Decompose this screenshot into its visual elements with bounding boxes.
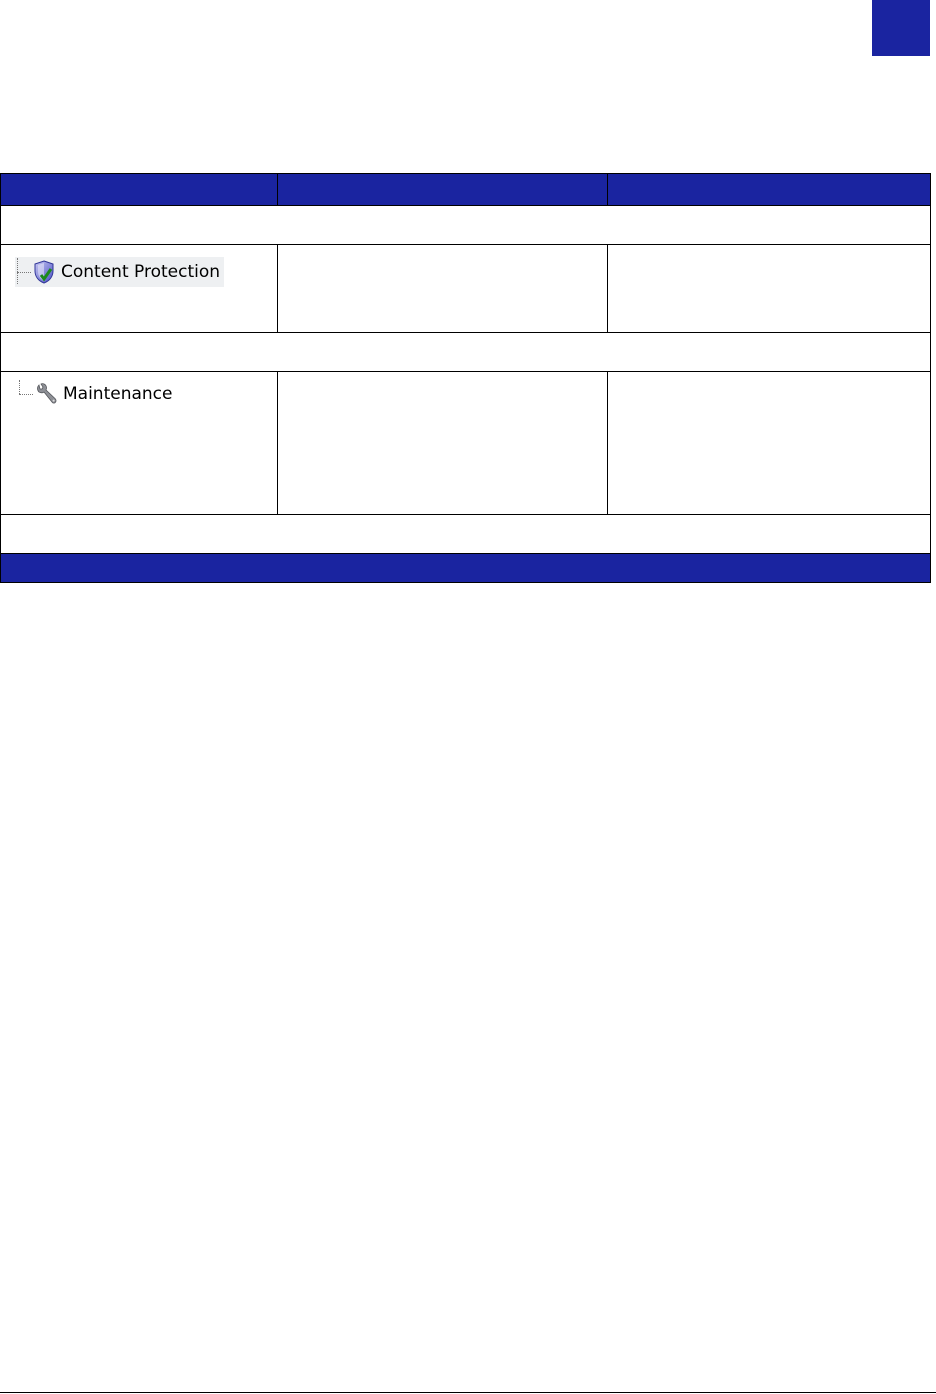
tree-node-label: Content Protection (61, 262, 221, 282)
tree-node-content-protection[interactable] (15, 257, 224, 287)
tree-connector (17, 384, 35, 404)
section-cell (1, 206, 931, 245)
page-footer-rule (0, 1392, 936, 1393)
table-footer-row (1, 554, 931, 583)
header-cell-2 (278, 174, 608, 206)
table-header-row (1, 174, 931, 206)
description-cell (278, 245, 608, 333)
tree-node-label: Maintenance (63, 384, 173, 404)
wrench-icon (35, 382, 57, 406)
notes-cell (608, 372, 931, 515)
chapter-tab (872, 0, 930, 56)
tree-node-maintenance[interactable] (17, 382, 277, 406)
item-cell (1, 372, 278, 515)
section-cell (1, 333, 931, 372)
header-cell-1 (1, 174, 278, 206)
section-row (1, 206, 931, 245)
shield-check-icon (33, 260, 55, 284)
item-cell (1, 245, 278, 333)
table-row (1, 372, 931, 515)
footer-cell (1, 554, 931, 583)
section-row (1, 333, 931, 372)
description-cell (278, 372, 608, 515)
section-cell (1, 515, 931, 554)
section-row (1, 515, 931, 554)
settings-table (0, 173, 931, 583)
tree-connector (15, 262, 33, 282)
header-cell-3 (608, 174, 931, 206)
notes-cell (608, 245, 931, 333)
table-row (1, 245, 931, 333)
